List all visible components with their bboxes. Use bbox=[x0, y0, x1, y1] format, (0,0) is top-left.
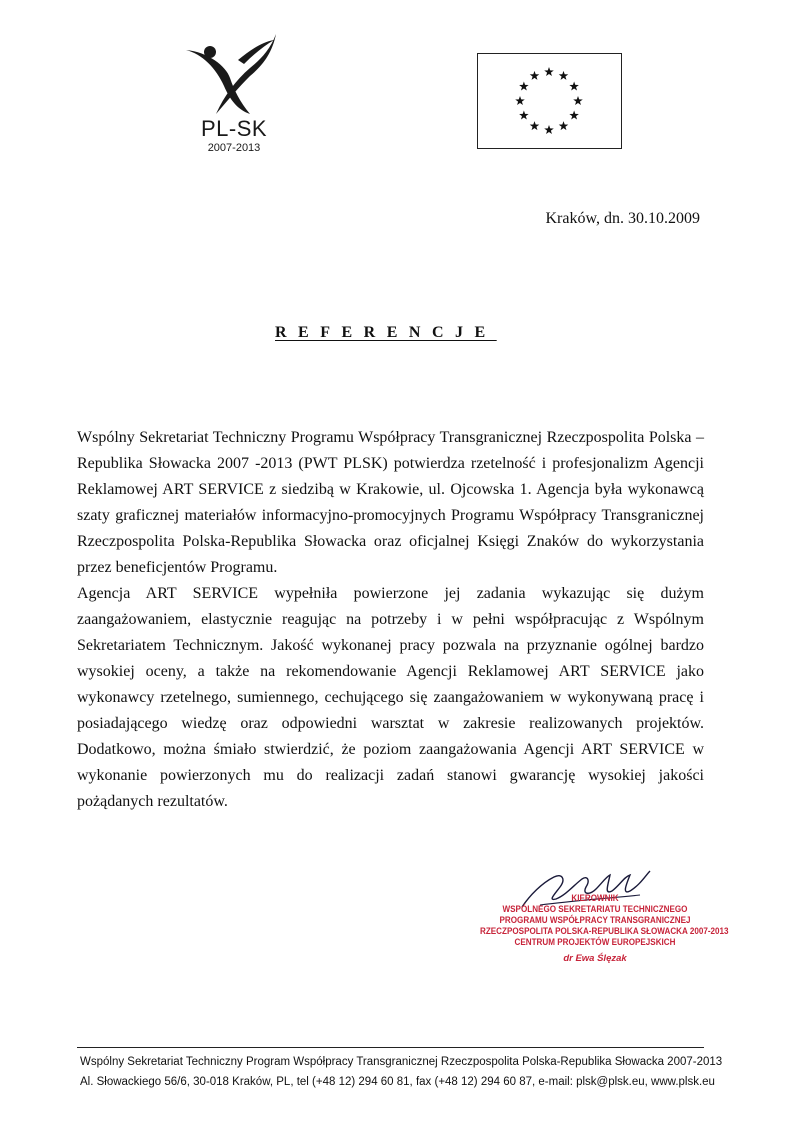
document-title: REFERENCJE bbox=[275, 324, 497, 341]
eu-star-icon bbox=[559, 121, 569, 130]
stamp-line: CENTRUM PROJEKTÓW EUROPEJSKICH bbox=[514, 937, 676, 947]
stamp-line: WSPÓLNEGO SEKRETARIATU TECHNICZNEGO bbox=[502, 904, 688, 914]
stamp-line: PROGRAMU WSPÓŁPRACY TRANSGRANICZNEJ bbox=[499, 915, 691, 925]
logo-years: 2007-2013 bbox=[207, 142, 261, 154]
eu-star-icon bbox=[515, 96, 525, 105]
eu-star-icon bbox=[544, 67, 554, 76]
footer-divider bbox=[77, 1047, 704, 1048]
eu-flag-icon bbox=[478, 54, 621, 148]
stamp-line: KIEROWNIK bbox=[571, 893, 619, 903]
pl-sk-program-logo-icon bbox=[180, 30, 280, 120]
eu-star-icon bbox=[573, 96, 583, 105]
eu-star-icon bbox=[530, 121, 540, 130]
eu-star-icon bbox=[569, 111, 579, 120]
footer-line-1: Wspólny Sekretariat Techniczny Program Współpracy Transgranicznej Rzeczpospolita Polska-Republika Słowacka 2007-2013 bbox=[80, 1056, 723, 1068]
footer-line-2: Al. Słowackiego 56/6, 30-018 Kraków, PL, tel (+48 12) 294 60 81, fax (+48 12) 294 60 87, e-mail: plsk@plsk.eu, www.plsk.eu bbox=[80, 1076, 715, 1088]
pl-sk-logo bbox=[180, 30, 280, 160]
logo-name: PL-SK bbox=[200, 116, 268, 141]
eu-star-icon bbox=[569, 82, 579, 91]
eu-star-icon bbox=[519, 111, 529, 120]
signatory-name: dr Ewa Ślęzak bbox=[563, 953, 627, 964]
eu-star-icon bbox=[544, 125, 554, 134]
stamp-line: RZECZPOSPOLITA POLSKA-REPUBLIKA SŁOWACKA 2007-2013 bbox=[480, 926, 729, 936]
paragraph-2: Agencja ART SERVICE wypełniła powierzone jej zadania wykazując się dużym zaangażowaniem, elastycznie reagując na potrzeby i w pełni współpracując z Wspólnym Sekretariatem Technicznym. Jakość wykonanej pracy pozwala na przyznanie ogólnej bardzo wysokiej oceny, a także na rekomendowanie Agencji Reklamowej ART SERVICE jako wykonawcy rzetelnego, sumiennego, cechującego się zaangażowaniem w wykonywaną pracę i posiadającego wiedzę oraz odpowiedni warsztat w zakresie realizowanych projektów. Dodatkowo, można śmiało stwierdzić, że poziom zaangażowania Agencji ART SERVICE w wykonanie powierzonych mu do realizacji zadań stanowi gwarancję wysokiej jakości pożądanych rezultatów. bbox=[77, 585, 704, 810]
place-date: Kraków, dn. 30.10.2009 bbox=[545, 210, 700, 227]
paragraph-1: Wspólny Sekretariat Techniczny Programu Współpracy Transgranicznej Rzeczpospolita Polska –Republika Słowacka 2007 -2013 (PWT PLSK) potwierdza rzetelność i profesjonalizm Agencji Reklamowej ART SERVICE z siedzibą w Krakowie, ul. Ojcowska 1. Agencja była wykonawcą szaty graficznej materiałów informacyjno-promocyjnych Programu Współpracy Transgranicznej Rzeczpospolita Polska-Republika Słowacka oraz oficjalnej Księgi Znaków do wykorzystania przez beneficjentów Programu. bbox=[77, 429, 704, 576]
signature-stamp-area bbox=[470, 855, 729, 975]
eu-star-icon bbox=[530, 71, 540, 80]
eu-star-icon bbox=[519, 82, 529, 91]
official-stamp bbox=[480, 893, 729, 948]
footer bbox=[80, 1052, 723, 1092]
eu-star-icon bbox=[559, 71, 569, 80]
document-body bbox=[77, 425, 704, 815]
eu-flag bbox=[477, 53, 622, 149]
